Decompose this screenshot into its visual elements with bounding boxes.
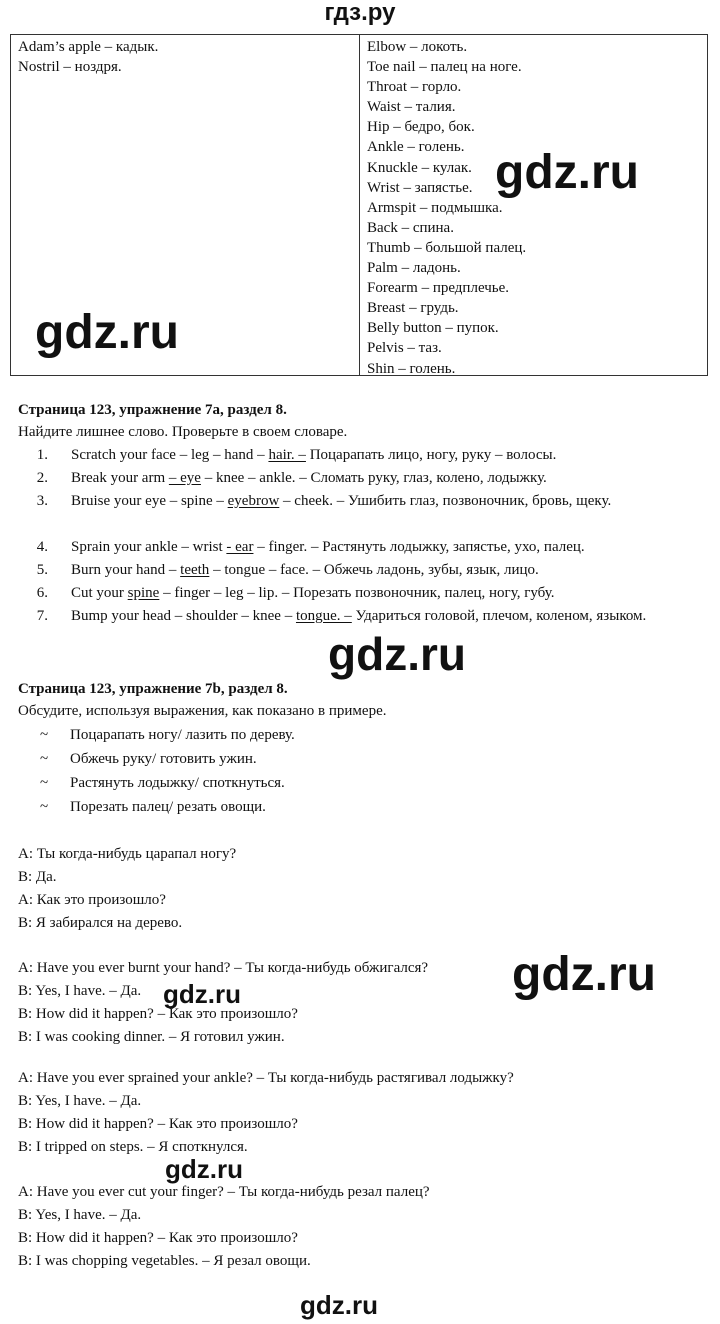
dialog-line: B: Yes, I have. – Да. xyxy=(18,1093,142,1109)
underlined-answer: tongue. – xyxy=(295,608,352,624)
item-text: Burn your hand – teeth – tongue – face. – Обжечь ладонь, зубы, язык, лицо. xyxy=(71,562,539,578)
dialog-line: A: Have you ever cut your finger? – Ты когда-нибудь резал палец? xyxy=(18,1184,430,1200)
bullet-symbol: ~ xyxy=(39,775,49,791)
item-number: 1. xyxy=(36,447,48,463)
dialog-line: B: Да. xyxy=(18,869,57,885)
bullet-text: Порезать палец/ резать овощи. xyxy=(70,799,266,815)
vocabulary-item: Hip – бедро, бок. xyxy=(367,119,475,136)
bullet-item xyxy=(18,723,386,747)
section-7b xyxy=(18,678,386,819)
vocabulary-item: Thumb – большой палец. xyxy=(367,239,527,256)
section-instruction: Обсудите, используя выражения, как показано в примере. xyxy=(18,703,387,719)
dialog-line: B: Yes, I have. – Да. xyxy=(18,1207,142,1223)
underlined-answer: hair. – xyxy=(268,447,306,463)
watermark: gdz.ru xyxy=(512,948,656,1001)
exercise-item xyxy=(18,467,697,490)
section-instruction: Найдите лишнее слово. Проверьте в своем словаре. xyxy=(18,424,348,440)
dialog-line: B: How did it happen? – Как это произошло? xyxy=(18,1230,298,1246)
vocabulary-item: Belly button – пупок. xyxy=(367,320,499,337)
dialog-line: B: I tripped on steps. – Я споткнулся. xyxy=(18,1139,248,1155)
watermark: gdz.ru xyxy=(300,1290,378,1320)
dialog-line: A: Ты когда-нибудь царапал ногу? xyxy=(18,846,237,862)
item-number: 5. xyxy=(36,562,48,578)
dialog-line: B: How did it happen? – Как это произошло? xyxy=(18,1006,298,1022)
vocabulary-column-right xyxy=(360,35,707,375)
watermark: gdz.ru xyxy=(163,979,241,1009)
exercise-item xyxy=(18,582,697,605)
vocabulary-item: Wrist – запястье. xyxy=(367,179,473,196)
item-number: 6. xyxy=(36,585,48,601)
dialog-line: A: Have you ever sprained your ankle? – Ты когда-нибудь растягивал лодыжку? xyxy=(18,1070,514,1086)
dialog-line: B: Yes, I have. – Да. xyxy=(18,983,142,999)
vocabulary-item: Shin – голень. xyxy=(367,360,456,377)
bullet-text: Растянуть лодыжку/ споткнуться. xyxy=(70,775,285,791)
item-text: Bruise your eye – spine – eyebrow – cheek. – Ушибить глаз, позвоночник, бровь, щеку. xyxy=(71,493,612,509)
vocabulary-item: Nostril – ноздря. xyxy=(18,59,122,76)
bullet-text: Поцарапать ногу/ лазить по дереву. xyxy=(70,727,295,743)
dialog-line: B: Я забирался на дерево. xyxy=(18,915,183,931)
exercise-item xyxy=(18,559,697,582)
item-text: Scratch your face – leg – hand – hair. – Поцарапать лицо, ногу, руку – волосы. xyxy=(71,447,557,463)
watermark: gdz.ru xyxy=(328,628,466,680)
bullet-symbol: ~ xyxy=(39,751,49,767)
bullet-item xyxy=(18,771,386,795)
dialog-line: B: I was chopping vegetables. – Я резал овощи. xyxy=(18,1253,311,1269)
dialog-line: A: Как это произошло? xyxy=(18,892,166,908)
section-7a xyxy=(18,399,697,651)
watermark: gdz.ru xyxy=(165,1154,243,1184)
dialog-block xyxy=(18,1067,514,1159)
watermark: gdz.ru xyxy=(35,306,179,359)
item-text: Sprain your ankle – wrist - ear – finger. – Растянуть лодыжку, запястье, ухо, палец. xyxy=(71,539,585,555)
bullet-symbol: ~ xyxy=(39,727,49,743)
underlined-answer: - ear xyxy=(226,539,254,555)
item-text: Cut your spine – finger – leg – lip. – Порезать позвоночник, палец, ногу, губу. xyxy=(71,585,555,601)
item-number: 7. xyxy=(36,608,48,624)
vocabulary-item: Ankle – голень. xyxy=(367,139,465,156)
bullet-item xyxy=(18,747,386,771)
item-text: Bump your head – shoulder – knee – tongue. – Удариться головой, плечом, коленом, языком. xyxy=(71,608,647,624)
underlined-answer: – eye xyxy=(168,470,201,486)
item-number: 2. xyxy=(36,470,48,486)
item-number: 4. xyxy=(36,539,48,555)
section-title: Страница 123, упражнение 7а, раздел 8. xyxy=(18,402,287,418)
vocabulary-item: Throat – горло. xyxy=(367,79,462,96)
vocabulary-item: Waist – талия. xyxy=(367,99,456,116)
bullet-symbol: ~ xyxy=(39,799,49,815)
vocabulary-item: Palm – ладонь. xyxy=(367,260,461,277)
dialog-line: B: How did it happen? – Как это произошло? xyxy=(18,1116,298,1132)
underlined-answer: teeth xyxy=(180,562,210,578)
vocabulary-item: Adam’s apple – кадык. xyxy=(18,39,159,55)
vocabulary-item: Breast – грудь. xyxy=(367,300,459,317)
dialog-line: A: Have you ever burnt your hand? – Ты когда-нибудь обжигался? xyxy=(18,960,429,976)
vocabulary-item: Armspit – подмышка. xyxy=(367,199,503,216)
watermark: gdz.ru xyxy=(495,146,639,199)
bullet-text: Обжечь руку/ готовить ужин. xyxy=(70,751,257,767)
vocabulary-item: Forearm – предплечье. xyxy=(367,280,510,297)
exercise-item xyxy=(18,490,697,536)
underlined-answer: eyebrow xyxy=(227,493,280,509)
vocabulary-item: Elbow – локоть. xyxy=(367,39,468,55)
bullet-item xyxy=(18,795,386,819)
vocabulary-item: Pelvis – таз. xyxy=(367,340,442,357)
vocabulary-item: Knuckle – кулак. xyxy=(367,159,472,176)
site-header: гдз.ру xyxy=(324,0,396,26)
dialog-block xyxy=(18,1181,430,1273)
section-title: Страница 123, упражнение 7b, раздел 8. xyxy=(18,681,288,697)
dialog-block xyxy=(18,843,236,935)
underlined-answer: spine xyxy=(127,585,160,601)
exercise-item xyxy=(18,444,697,467)
vocabulary-item: Toe nail – палец на ноге. xyxy=(367,59,522,76)
exercise-item xyxy=(18,536,697,559)
dialog-line: B: I was cooking dinner. – Я готовил ужин. xyxy=(18,1029,285,1045)
item-number: 3. xyxy=(36,493,48,509)
item-text: Break your arm – eye – knee – ankle. – Сломать руку, глаз, колено, лодыжку. xyxy=(71,470,547,486)
vocabulary-item: Back – спина. xyxy=(367,219,454,236)
